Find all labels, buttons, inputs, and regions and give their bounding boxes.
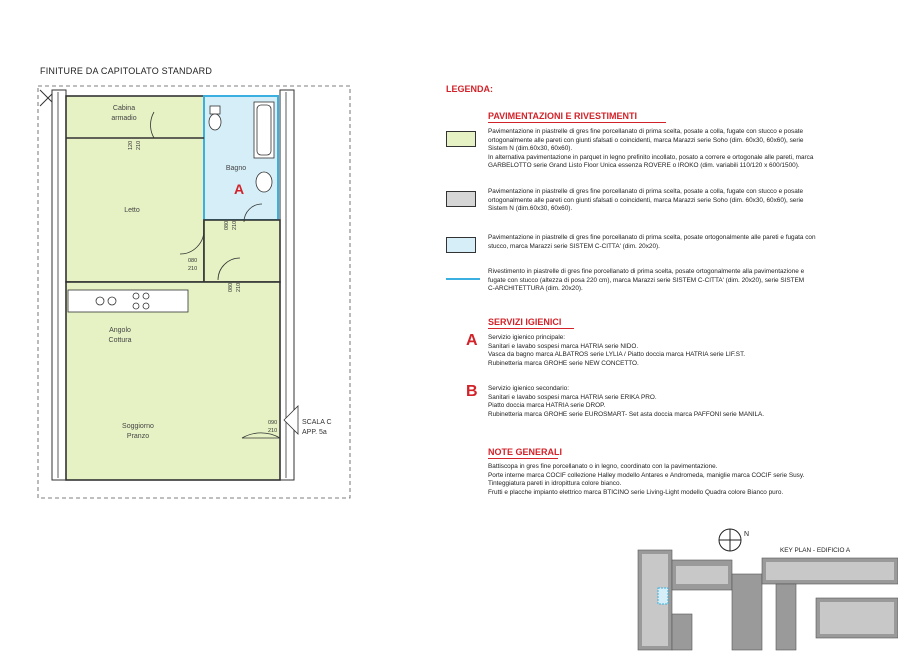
note-line: Frutti e placche impianto elettrico marca BTICINO serie Living-Light modello Quadra colore Bianco puro. — [488, 488, 784, 496]
door-dim-bed-w: 080 — [188, 258, 198, 264]
door-dim-bed-h: 210 — [188, 266, 198, 272]
legend-text-line: Rivestimento in piastrelle di gres fine porcellanato di prima scelta, posate ortogonalmente alla pavimentazione e — [488, 268, 805, 275]
service-text-line: Rubinetteria marca GROHE serie EUROSMART- Set asta doccia marca PAFFONI serie MANILA. — [488, 410, 765, 418]
room-label-angolo-2: Cottura — [108, 337, 132, 344]
floor-plan — [36, 80, 356, 500]
service-text-b — [488, 385, 764, 419]
note-line: Porte interne marca COCIF collezione Halley modello Antares e Andromeda, maniglie marca COCIF serie Susy. — [488, 471, 805, 479]
service-text-line: Sanitari e lavabo sospesi marca HATRIA serie ERIKA PRO. — [488, 393, 657, 401]
legend-swatch-wall-tile — [446, 278, 480, 280]
bathroom-marker: A — [234, 181, 245, 197]
legend-swatch-2 — [446, 191, 476, 207]
entrance-label-1: SCALA C — [302, 419, 332, 426]
legend-text-line: Pavimentazione in piastrelle di gres fine porcellanato di prima scelta, posate a colla, fugate con stucco e posate — [488, 188, 804, 195]
service-text-line: Servizio igienico secondario: — [488, 385, 569, 392]
legend-text-line: ortogonalmente alle pareti con giunti sfalsati o coincidenti, marca Marazzi serie Soho (dim. 60x30, 60x60), serie — [488, 136, 804, 144]
legend-text-2 — [488, 188, 803, 214]
hallway-floor — [204, 220, 280, 282]
washbasin — [256, 172, 272, 192]
room-label-soggiorno-1: Soggiorno — [122, 423, 154, 430]
page-title: FINITURE DA CAPITOLATO STANDARD — [40, 66, 213, 76]
legend-text-line: fugate con stucco (altezza di posa 220 cm), marca Marazzi serie SISTEM C-CITTA' (dim. 20x20), serie SISTEM — [488, 276, 805, 284]
door-dim-closet-h: 210 — [136, 140, 142, 150]
door-dim-hall-h: 210 — [236, 282, 242, 292]
legend-text-1 — [488, 128, 813, 171]
legend-swatch-1 — [446, 131, 476, 147]
legend-text-3 — [488, 234, 816, 251]
kitchen-counter — [68, 290, 188, 312]
legend-text-line: GARBELOTTO serie Grand Listo Floor Unica essenza ROVERE o IROKO (dim. variabili 110/120 x 600/1500). — [488, 162, 800, 170]
door-dim-entry-w: 090 — [268, 420, 278, 426]
legend-text-line: stucco, marca Marazzi serie SISTEM C-CITTA' (dim. 20x20). — [488, 242, 660, 250]
service-text-line: Servizio igienico principale: — [488, 334, 566, 341]
legend-text-4 — [488, 268, 804, 294]
section-title-notes: NOTE GENERALI — [488, 447, 563, 457]
room-label-bagno: Bagno — [225, 165, 247, 172]
legend-swatch-3 — [446, 237, 476, 253]
legend-title: LEGENDA: — [446, 84, 493, 94]
door-dim-hall-w: 080 — [228, 282, 234, 292]
toilet — [209, 106, 221, 130]
legend-text-line: Sistem N (dim.60x30, 60x60). — [488, 205, 573, 213]
section-title-flooring: PAVIMENTAZIONI E RIVESTIMENTI — [488, 111, 638, 121]
entrance-label-2: APP. 5a — [302, 429, 327, 436]
legend-text-line: C-ARCHITETTURA (dim. 20x20). — [488, 285, 583, 293]
door-dim-entry-h: 210 — [268, 428, 278, 434]
service-text-line: Sanitari e lavabo sospesi marca HATRIA serie NIDO. — [488, 342, 639, 350]
keyplan-label: KEY PLAN - EDIFICIO A — [780, 547, 851, 554]
service-text-line: Vasca da bagno marca ALBATROS serie LYLIA / Piatto doccia marca HATRIA serie LIF.ST. — [488, 351, 746, 359]
legend-text-line: Sistem N (dim.60x30, 60x60). — [488, 145, 573, 153]
room-label-cabina-2: armadio — [111, 115, 137, 122]
service-text-a — [488, 334, 745, 368]
room-label-soggiorno-2: Pranzo — [126, 433, 150, 440]
room-label-letto: Letto — [124, 207, 140, 214]
keyplan-map — [636, 544, 898, 654]
door-dim-closet-w: 120 — [128, 140, 134, 150]
door-dim-bath-h: 210 — [232, 220, 238, 230]
service-letter-b: B — [466, 383, 478, 400]
bathtub — [254, 102, 274, 158]
room-label-angolo-1: Angolo — [109, 327, 131, 334]
note-line: Tinteggiatura pareti in idropittura colore bianco. — [488, 480, 622, 488]
keyplan-apartment-highlight — [658, 588, 668, 604]
legend-text-line: ortogonalmente alle pareti con giunti sfalsati o coincidenti, marca Marazzi serie Soho (dim. 60x30, 60x60), serie — [488, 196, 804, 204]
legend-text-line: In alternativa pavimentazione in parquet in legno prefinito incollato, posato a correre e ortogonale alle pareti, marca — [488, 153, 814, 161]
service-text-line: Piatto doccia marca HATRIA serie DROP. — [488, 402, 606, 410]
legend-text-line: Pavimentazione in piastrelle di gres fine porcellanato di prima scelta, posate ortogonalmente alle pareti e fugata con — [488, 234, 816, 241]
north-label: N — [744, 531, 750, 538]
section-title-services: SERVIZI IGIENICI — [488, 317, 562, 327]
door-dim-bath-w: 080 — [224, 220, 230, 230]
service-letter-a: A — [466, 332, 478, 349]
room-label-cabina-1: Cabina — [112, 105, 136, 112]
note-line: Battiscopa in gres fine porcellanato o in legno, coordinato con la pavimentazione. — [488, 463, 718, 470]
notes-text — [488, 463, 804, 497]
service-text-line: Rubinetteria marca GROHE serie NEW CONCETTO. — [488, 359, 639, 367]
legend-text-line: Pavimentazione in piastrelle di gres fine porcellanato di prima scelta, posate a colla, fugate con stucco e posate — [488, 128, 804, 135]
